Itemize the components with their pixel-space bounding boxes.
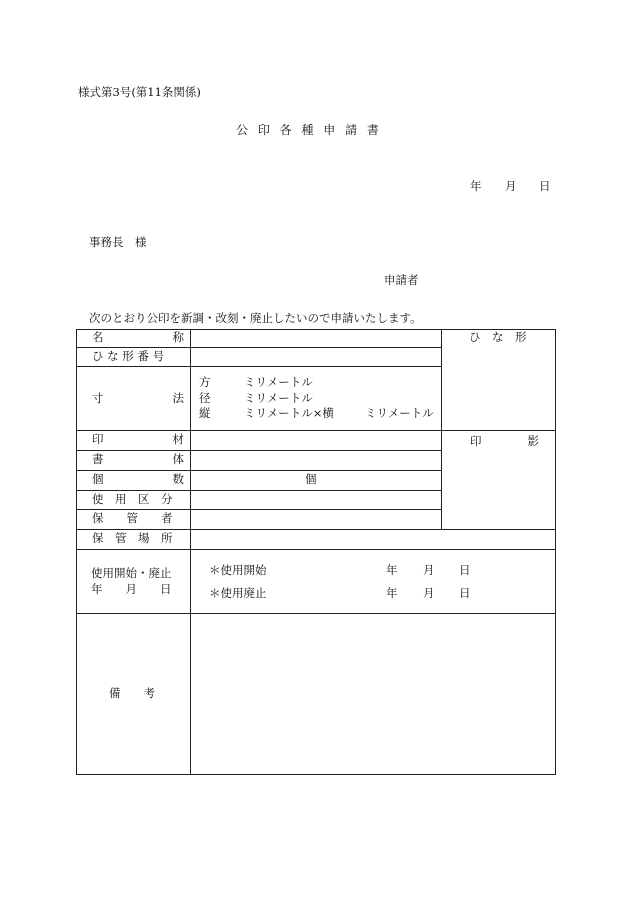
- form-number: 様式第3号(第11条関係): [78, 85, 201, 99]
- date-year: 年: [470, 179, 482, 193]
- date-month: 月: [505, 179, 517, 193]
- label-start-end-line2: 年 月 日: [91, 582, 172, 596]
- start-label: ＊使用開始: [209, 563, 267, 577]
- applicant-label: 申請者: [384, 273, 419, 287]
- label-hina-number: ひ な 形 番 号: [92, 349, 165, 363]
- label-inkan-image: 印 影: [470, 434, 539, 448]
- label-count: 個 数: [92, 472, 184, 486]
- label-hinagata: ひ な 形: [469, 330, 527, 344]
- label-start-end-line1: 使用開始・廃止: [91, 566, 172, 580]
- label-keeper: 保 管 者: [92, 511, 173, 525]
- label-usage: 使 用 区 分: [92, 492, 173, 506]
- label-place: 保 管 場 所: [92, 531, 173, 545]
- size-square-unit: ミリメートル: [244, 375, 313, 389]
- label-size: 寸 法: [92, 391, 184, 405]
- start-month: 月: [423, 563, 435, 577]
- start-year: 年: [386, 563, 398, 577]
- start-day: 日: [459, 563, 471, 577]
- label-name: 名 称: [92, 330, 184, 344]
- end-day: 日: [459, 586, 471, 600]
- end-month: 月: [423, 586, 435, 600]
- size-diameter-label: 径: [199, 391, 211, 405]
- count-unit: 個: [305, 472, 317, 486]
- page-title: 公 印 各 種 申 請 書: [236, 123, 382, 137]
- size-vertical-unit: ミリメートル×横: [244, 406, 334, 420]
- label-font: 書 体: [92, 452, 184, 466]
- size-diameter-unit: ミリメートル: [244, 391, 313, 405]
- size-horizontal-unit: ミリメートル: [365, 406, 434, 420]
- size-square-label: 方: [199, 375, 211, 389]
- end-year: 年: [386, 586, 398, 600]
- intro-text: 次のとおり公印を新調・改刻・廃止したいので申請いたします。: [89, 311, 422, 325]
- size-vertical-label: 縦: [199, 406, 211, 420]
- end-label: ＊使用廃止: [209, 586, 267, 600]
- label-material: 印 材: [92, 432, 184, 446]
- label-remarks: 備 考: [109, 686, 155, 700]
- addressee: 事務長 様: [89, 235, 147, 249]
- date-day: 日: [539, 179, 551, 193]
